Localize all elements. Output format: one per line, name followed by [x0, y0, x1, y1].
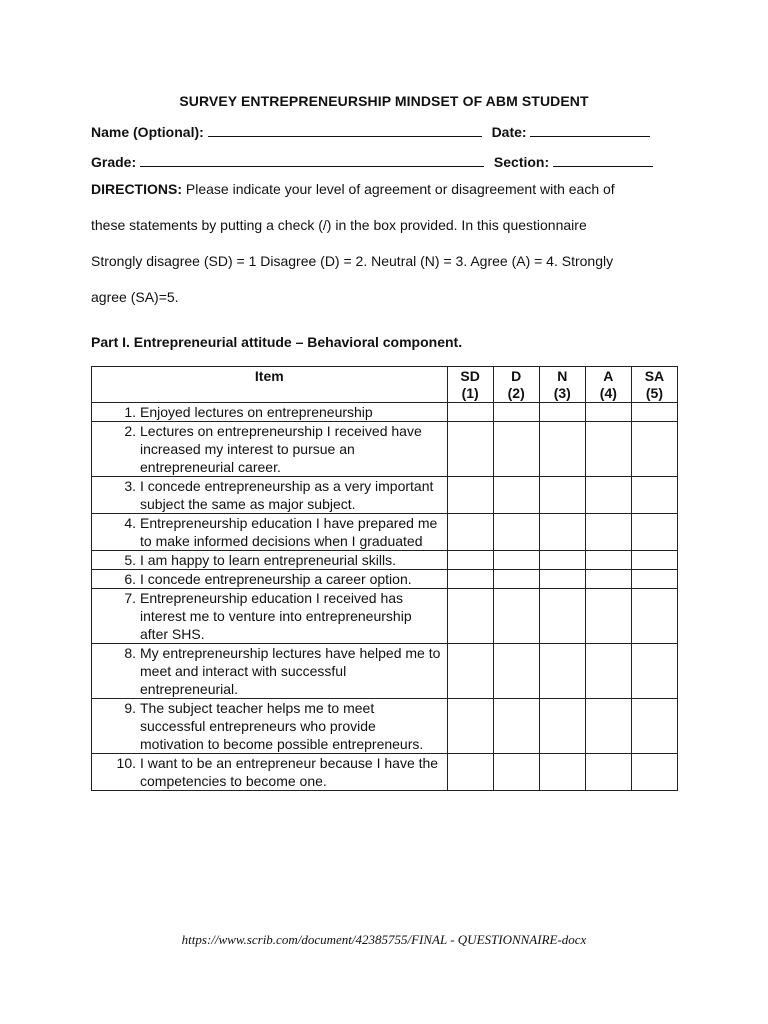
item-number: 6.	[124, 571, 136, 587]
table-row	[92, 422, 678, 477]
check-box-d[interactable]	[493, 754, 539, 791]
grade-section-row	[91, 152, 653, 170]
item-number: 5.	[124, 552, 136, 568]
check-box-n[interactable]	[539, 589, 585, 644]
table-row	[92, 570, 678, 589]
name-label: Name (Optional):	[91, 124, 204, 140]
item-cell	[92, 570, 448, 589]
table-row	[92, 514, 678, 551]
item-text: I concede entrepreneurship as a very important subject the same as major subject.	[140, 478, 434, 512]
item-text: Entrepreneurship education I have prepared me to make informed decisions when I graduated	[140, 515, 438, 549]
check-box-sa[interactable]	[631, 699, 677, 754]
item-number: 4.	[124, 515, 136, 531]
item-cell	[92, 514, 448, 551]
check-box-sa[interactable]	[631, 477, 677, 514]
check-box-d[interactable]	[493, 589, 539, 644]
check-box-n[interactable]	[539, 514, 585, 551]
check-box-a[interactable]	[585, 754, 631, 791]
section-label: Section:	[493, 154, 550, 170]
check-box-n[interactable]	[539, 422, 585, 477]
check-box-sa[interactable]	[631, 589, 677, 644]
item-number: 10.	[116, 755, 136, 771]
check-box-d[interactable]	[493, 644, 539, 699]
item-cell	[92, 422, 448, 477]
part-title: Part I. Entrepreneurial attitude – Behavioral component.	[91, 334, 463, 350]
check-box-sa[interactable]	[631, 754, 677, 791]
item-cell	[92, 754, 448, 791]
item-number: 1.	[124, 404, 136, 420]
check-box-n[interactable]	[539, 699, 585, 754]
check-box-sd[interactable]	[447, 477, 493, 514]
check-box-d[interactable]	[493, 699, 539, 754]
header-sd: SD (1)	[447, 367, 493, 403]
check-box-sd[interactable]	[447, 403, 493, 422]
check-box-a[interactable]	[585, 551, 631, 570]
check-box-n[interactable]	[539, 644, 585, 699]
item-cell	[92, 699, 448, 754]
item-text: The subject teacher helps me to meet successful entrepreneurs who provide motivation to become possible entrepreneurs.	[140, 700, 424, 752]
table-row	[92, 589, 678, 644]
check-box-a[interactable]	[585, 589, 631, 644]
check-box-d[interactable]	[493, 403, 539, 422]
directions-label: DIRECTIONS:	[91, 181, 182, 197]
check-box-a[interactable]	[585, 644, 631, 699]
item-text: I want to be an entrepreneur because I have the competencies to become one.	[140, 755, 439, 789]
item-text: I am happy to learn entrepreneurial skills.	[140, 552, 397, 568]
table-row	[92, 551, 678, 570]
source-url: https://www.scrib.com/document/42385755/FINAL - QUESTIONNAIRE-docx	[181, 932, 587, 947]
check-box-a[interactable]	[585, 403, 631, 422]
grade-blank[interactable]	[140, 152, 484, 167]
check-box-sd[interactable]	[447, 589, 493, 644]
check-box-sa[interactable]	[631, 514, 677, 551]
table-row	[92, 644, 678, 699]
item-number: 3.	[124, 478, 136, 494]
item-header: Item	[92, 367, 448, 403]
header-n: N (3)	[539, 367, 585, 403]
table-row	[92, 754, 678, 791]
survey-table	[91, 366, 678, 791]
check-box-d[interactable]	[493, 422, 539, 477]
table-row	[92, 403, 678, 422]
date-label: Date:	[491, 124, 527, 140]
check-box-sd[interactable]	[447, 754, 493, 791]
grade-label: Grade:	[91, 154, 137, 170]
check-box-a[interactable]	[585, 570, 631, 589]
item-number: 9.	[124, 700, 136, 716]
section-blank[interactable]	[553, 152, 653, 167]
check-box-n[interactable]	[539, 477, 585, 514]
directions-line-4: agree (SA)=5.	[91, 289, 179, 305]
check-box-a[interactable]	[585, 514, 631, 551]
check-box-n[interactable]	[539, 403, 585, 422]
check-box-n[interactable]	[539, 570, 585, 589]
check-box-sa[interactable]	[631, 403, 677, 422]
directions-text-1: Please indicate your level of agreement or disagreement with each of	[185, 181, 615, 197]
item-cell	[92, 644, 448, 699]
check-box-sd[interactable]	[447, 644, 493, 699]
check-box-sd[interactable]	[447, 570, 493, 589]
item-number: 8.	[124, 645, 136, 661]
date-blank[interactable]	[530, 122, 650, 137]
check-box-sa[interactable]	[631, 551, 677, 570]
item-number: 2.	[124, 423, 136, 439]
check-box-d[interactable]	[493, 570, 539, 589]
directions-line-2: these statements by putting a check (/) in the box provided. In this questionnaire	[91, 217, 587, 233]
item-text: Enjoyed lectures on entrepreneurship	[140, 404, 373, 420]
check-box-sd[interactable]	[447, 422, 493, 477]
item-text: I concede entrepreneurship a career option.	[140, 571, 412, 587]
check-box-a[interactable]	[585, 699, 631, 754]
name-date-row	[91, 122, 650, 140]
check-box-sa[interactable]	[631, 422, 677, 477]
table-row	[92, 699, 678, 754]
check-box-sd[interactable]	[447, 551, 493, 570]
check-box-d[interactable]	[493, 551, 539, 570]
check-box-sd[interactable]	[447, 514, 493, 551]
check-box-d[interactable]	[493, 477, 539, 514]
header-a: A (4)	[585, 367, 631, 403]
check-box-sa[interactable]	[631, 644, 677, 699]
header-sa: SA (5)	[631, 367, 677, 403]
check-box-d[interactable]	[493, 514, 539, 551]
check-box-a[interactable]	[585, 422, 631, 477]
directions-line-3: Strongly disagree (SD) = 1 Disagree (D) = 2. Neutral (N) = 3. Agree (A) = 4. Strongly	[91, 253, 614, 269]
item-cell	[92, 589, 448, 644]
item-cell	[92, 477, 448, 514]
name-blank[interactable]	[208, 122, 482, 137]
survey-body	[92, 403, 678, 791]
item-number: 7.	[124, 590, 136, 606]
check-box-n[interactable]	[539, 551, 585, 570]
item-cell	[92, 551, 448, 570]
header-d: D (2)	[493, 367, 539, 403]
table-header-row	[92, 367, 678, 403]
item-text: My entrepreneurship lectures have helped me to meet and interact with successful entrepreneurial.	[140, 645, 441, 697]
directions-line-1	[91, 181, 691, 197]
table-row	[92, 477, 678, 514]
check-box-sa[interactable]	[631, 570, 677, 589]
survey-title: SURVEY ENTREPRENEURSHIP MINDSET OF ABM STUDENT	[179, 93, 589, 109]
item-text: Entrepreneurship education I received has interest me to venture into entrepreneurship after SHS.	[140, 590, 412, 642]
check-box-a[interactable]	[585, 477, 631, 514]
item-cell	[92, 403, 448, 422]
check-box-sd[interactable]	[447, 699, 493, 754]
check-box-n[interactable]	[539, 754, 585, 791]
item-text: Lectures on entrepreneurship I received have increased my interest to pursue an entrepreneurial career.	[140, 423, 422, 475]
